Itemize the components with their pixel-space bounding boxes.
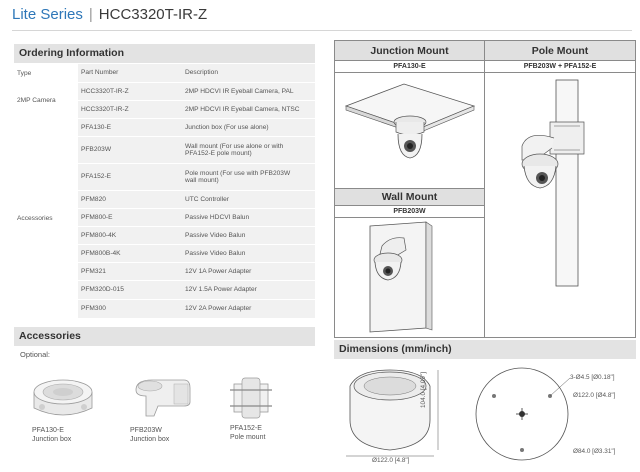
part-description: Passive Video Balun	[182, 244, 315, 262]
col-description-header: Description	[182, 64, 315, 82]
junction-mount-title: Junction Mount	[335, 41, 484, 61]
part-number: PFM800B-4K	[78, 244, 182, 262]
wall-mount-image	[128, 376, 194, 422]
accessory-code: PFA152-E	[230, 425, 262, 432]
header-divider	[12, 30, 632, 31]
ordering-table-header	[14, 64, 315, 82]
ordering-table	[14, 64, 315, 319]
wall-mount-part: PFB203W	[335, 206, 484, 218]
col-type-header: Type	[14, 64, 78, 82]
part-number: PFA152-E	[78, 163, 182, 190]
junction-box-image	[30, 372, 96, 422]
accessory-name: Junction box	[32, 436, 72, 443]
inner-diameter-label: Ø84.0 [Ø3.31"]	[573, 448, 616, 455]
part-number: PFM820	[78, 190, 182, 208]
pole-mount-title: Pole Mount	[485, 41, 635, 61]
part-number: PFM800-4K	[78, 226, 182, 244]
accessory-name: Junction box	[130, 436, 170, 443]
part-number: PFM321	[78, 262, 182, 280]
side-height-label: 104.0 [4.09"]	[420, 371, 427, 408]
mount-hole-label: 3-Ø4.5 [Ø0.18"]	[570, 374, 615, 381]
part-number: PFM320D-015	[78, 280, 182, 299]
description-line-1: Wall mount (For use alone or with	[185, 142, 284, 150]
part-number: PFA130-E	[78, 118, 182, 136]
accessory-item	[230, 424, 265, 442]
description-line-2: PFA152-E pole mount)	[185, 149, 252, 157]
part-description: Passive HDCVI Balun	[182, 208, 315, 226]
accessories-section-title: Accessories	[14, 327, 315, 346]
part-description	[182, 163, 315, 190]
part-description: UTC Controller	[182, 190, 315, 208]
part-number: HCC3320T-IR-Z	[78, 82, 182, 100]
mount-divider	[484, 40, 485, 338]
outer-diameter-label: Ø122.0 [Ø4.8"]	[573, 392, 616, 399]
part-description: 2MP HDCVI IR Eyeball Camera, PAL	[182, 82, 315, 100]
part-description	[182, 136, 315, 163]
accessory-code: PFA130-E	[32, 427, 64, 434]
table-row	[14, 118, 315, 136]
accessory-item	[130, 426, 169, 444]
accessory-code: PFB203W	[130, 427, 162, 434]
part-number: PFM800-E	[78, 208, 182, 226]
ordering-section-title: Ordering Information	[14, 44, 315, 63]
table-row	[14, 82, 315, 100]
junction-mount-part: PFA130-E	[335, 61, 484, 73]
dimensions-section-title: Dimensions (mm/inch)	[334, 340, 636, 359]
group-accessories: Accessories	[14, 118, 78, 318]
part-description: 12V 1A Power Adapter	[182, 262, 315, 280]
part-description: 12V 1.5A Power Adapter	[182, 280, 315, 299]
pole-mount-part: PFB203W + PFA152-E	[485, 61, 635, 73]
part-description: 2MP HDCVI IR Eyeball Camera, NTSC	[182, 100, 315, 118]
pole-mount-illustration	[500, 76, 630, 290]
col-part-header: Part Number	[78, 64, 182, 82]
accessory-name: Pole mount	[230, 434, 266, 441]
part-description: Junction box (For use alone)	[182, 118, 315, 136]
wall-mount-illustration	[340, 220, 480, 334]
junction-mount-illustration	[340, 76, 480, 180]
group-camera: 2MP Camera	[14, 82, 78, 118]
title-separator: |	[88, 6, 93, 23]
series-name: Lite Series	[12, 6, 83, 23]
wall-mount-title: Wall Mount	[335, 189, 484, 206]
part-number: PFM300	[78, 299, 182, 318]
dimension-side-view	[338, 364, 458, 472]
dimension-top-view	[470, 366, 580, 470]
part-number: PFB203W	[78, 136, 182, 163]
part-description: 12V 2A Power Adapter	[182, 299, 315, 318]
part-description: Passive Video Balun	[182, 226, 315, 244]
side-width-label: Ø122.0 [4.8"]	[372, 457, 410, 464]
model-number: HCC3320T-IR-Z	[98, 6, 208, 23]
document-title	[12, 6, 207, 23]
part-number: HCC3320T-IR-Z	[78, 100, 182, 118]
description-line-1: Pole mount (For use with PFB203W	[185, 169, 291, 177]
pole-mount-image	[228, 374, 274, 422]
description-line-2: wall mount)	[185, 176, 219, 184]
optional-label: Optional:	[20, 350, 51, 359]
accessory-item	[32, 426, 71, 444]
